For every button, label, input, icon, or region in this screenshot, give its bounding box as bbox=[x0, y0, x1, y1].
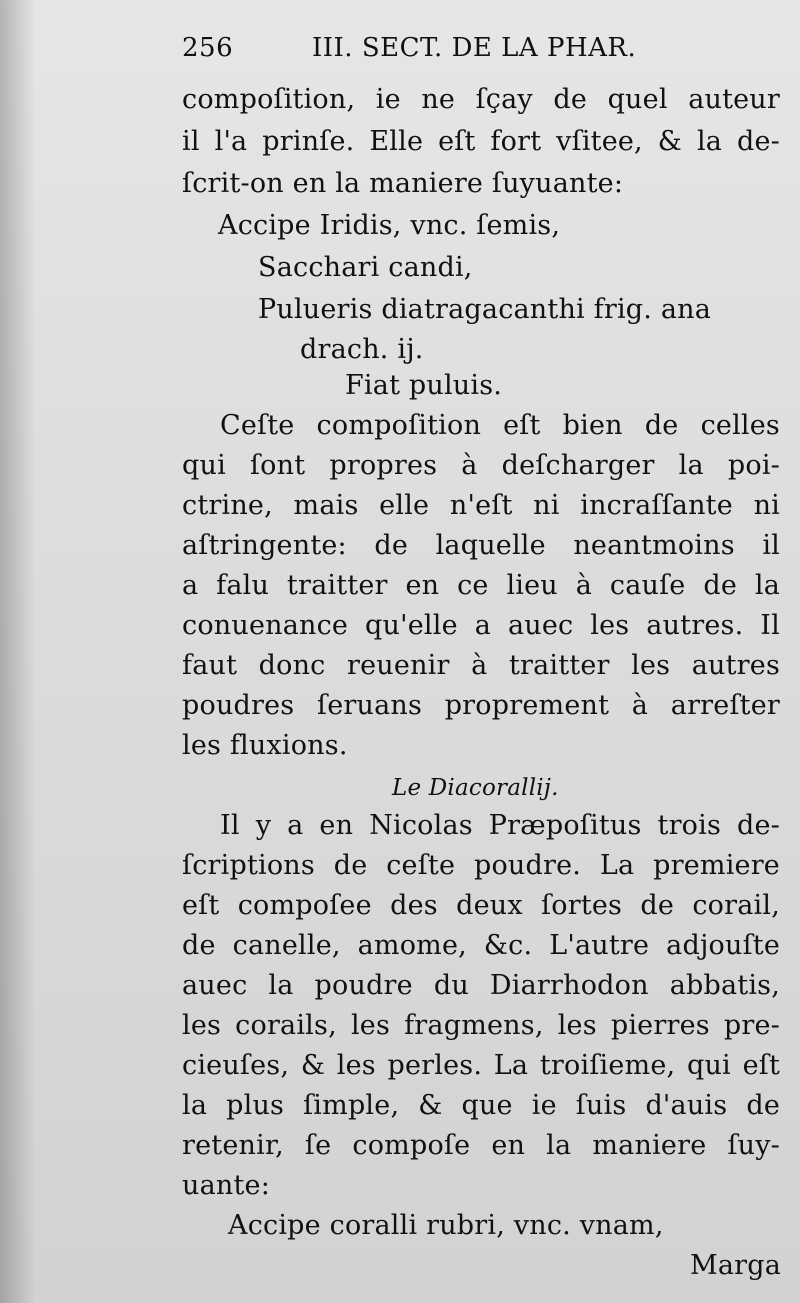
recipe-line: Fiat puluis. bbox=[345, 370, 503, 401]
text-line: de canelle, amome, &c. L'autre adjouſte bbox=[182, 930, 780, 961]
text-line: Ceſte compoſition eſt bien de celles bbox=[220, 410, 780, 441]
text-line: conuenance qu'elle a auec les autres. Il bbox=[182, 610, 780, 641]
catchword: Marga bbox=[690, 1250, 782, 1281]
recipe-line: Sacchari candi, bbox=[258, 252, 473, 283]
section-heading: Le Diacorallij. bbox=[392, 775, 559, 801]
text-line: faut donc reuenir à traitter les autres bbox=[182, 650, 780, 681]
recipe-line: Accipe Iridis, vnc. ſemis, bbox=[218, 210, 561, 241]
text-line: auec la poudre du Diarrhodon abbatis, bbox=[182, 970, 780, 1001]
text-line: la plus ſimple, & que ie ſuis d'auis de bbox=[182, 1090, 780, 1121]
text-line: il l'a prinſe. Elle eſt fort vſitee, & la de- bbox=[182, 126, 780, 157]
text-line: Il y a en Nicolas Præpoſitus trois de- bbox=[220, 810, 780, 841]
text-line: compoſition, ie ne ſçay de quel auteur bbox=[182, 84, 780, 115]
text-line: ſcriptions de ceſte poudre. La premiere bbox=[182, 850, 780, 881]
text-line: les fluxions. bbox=[182, 730, 348, 761]
page-number: 256 bbox=[182, 33, 234, 63]
text-line: eſt compoſee des deux ſortes de corail, bbox=[182, 890, 780, 921]
text-line: a falu traitter en ce lieu à cauſe de la bbox=[182, 570, 780, 601]
text-line: ſcrit-on en la maniere ſuyuante: bbox=[182, 168, 624, 199]
recipe-line: drach. ij. bbox=[300, 334, 424, 365]
text-line: ctrine, mais elle n'eſt ni incraſſante ni bbox=[182, 490, 780, 521]
text-line: les corails, les fragmens, les pierres pre- bbox=[182, 1010, 780, 1041]
recipe-line: Pulueris diatragacanthi frig. ana bbox=[258, 294, 712, 325]
recipe-line: Accipe coralli rubri, vnc. vnam, bbox=[228, 1210, 664, 1241]
text-line: uante: bbox=[182, 1170, 271, 1201]
text-line: retenir, ſe compoſe en la maniere ſuy- bbox=[182, 1130, 780, 1161]
running-head: III. SECT. DE LA PHAR. bbox=[312, 33, 637, 63]
text-line: cieuſes, & les perles. La troiſieme, qui eſt bbox=[182, 1050, 780, 1081]
text-line: qui ſont propres à deſcharger la poi- bbox=[182, 450, 780, 481]
text-line: poudres ſeruans proprement à arreſter bbox=[182, 690, 780, 721]
text-line: aſtringente: de laquelle neantmoins il bbox=[182, 530, 780, 561]
